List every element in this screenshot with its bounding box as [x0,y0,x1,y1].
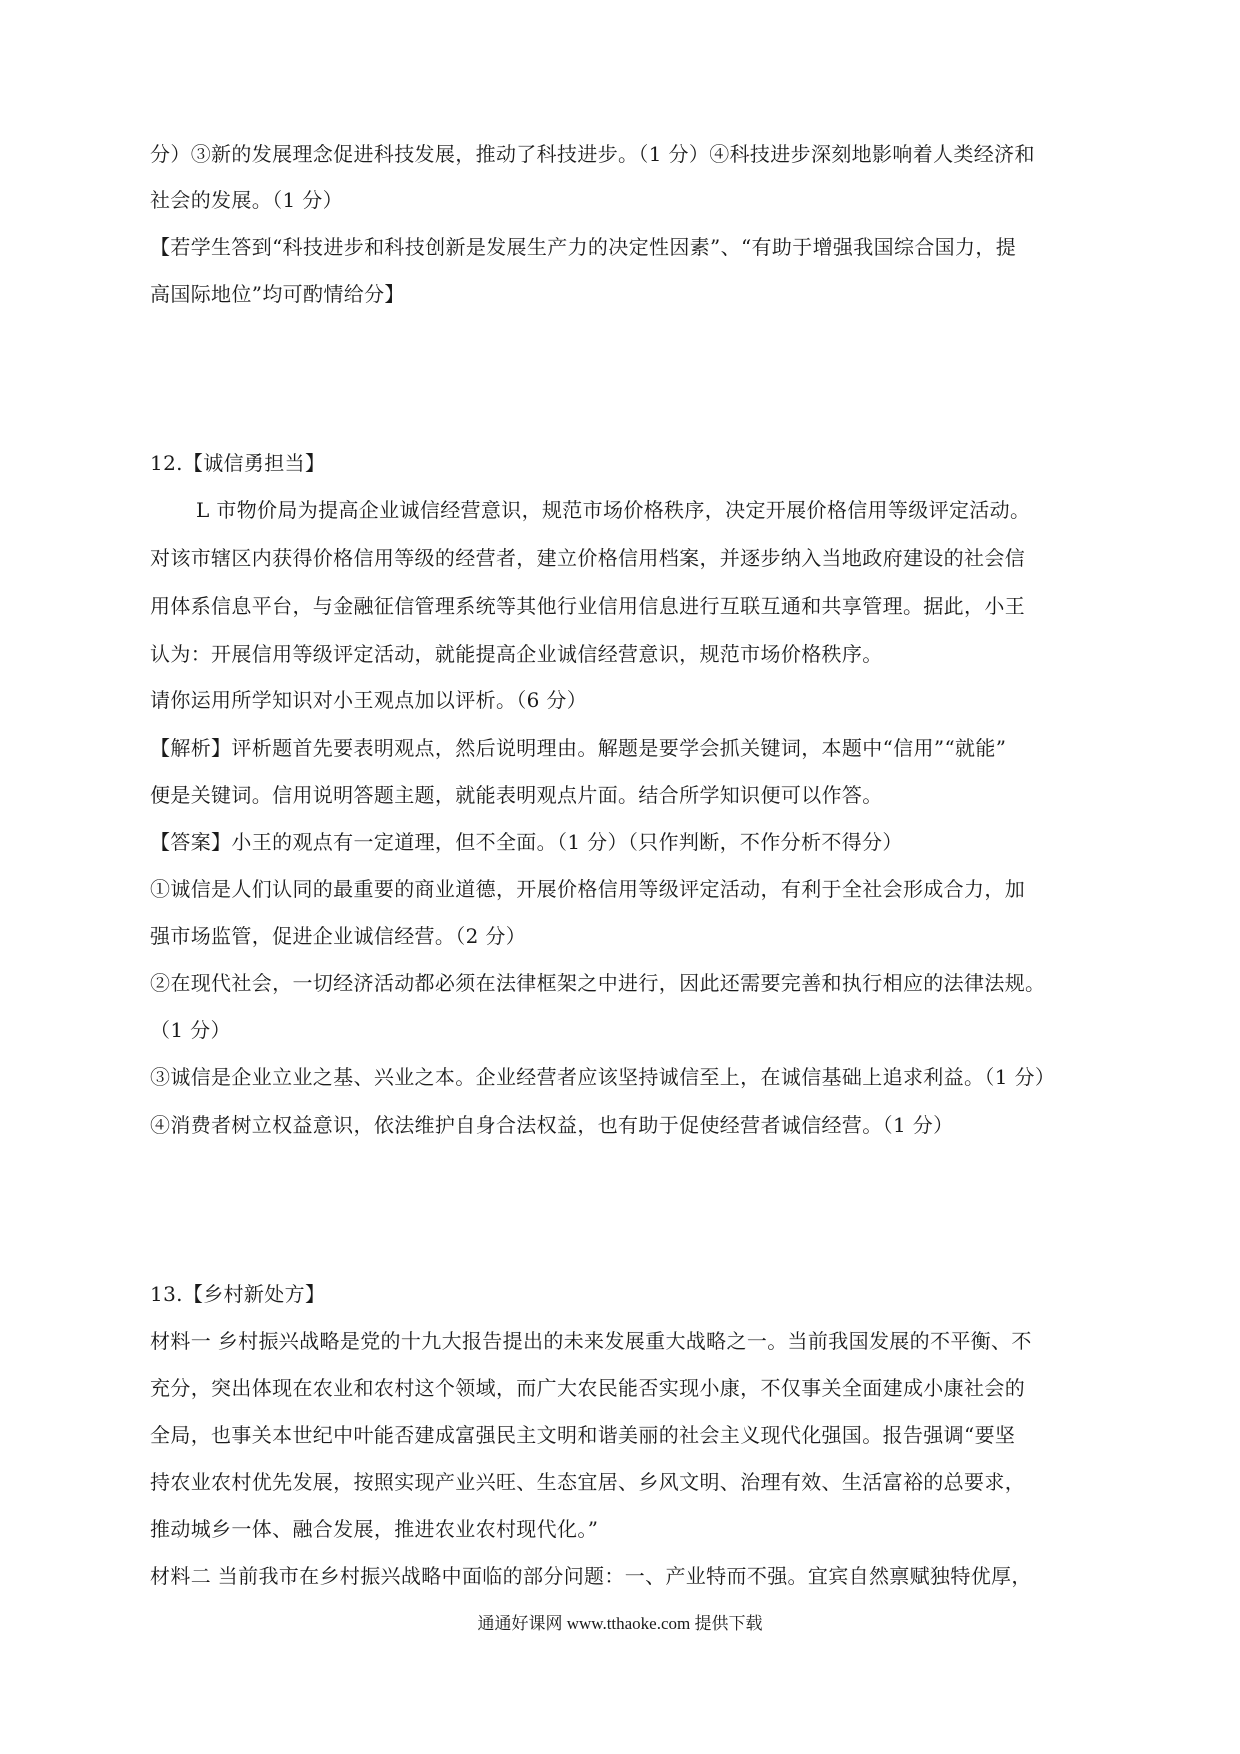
text-line: 【答案】小王的观点有一定道理，但不全面。（1 分）（只作判断，不作分析不得分） [150,830,903,854]
text-line: 分）③新的发展理念促进科技发展，推动了科技进步。（1 分）④科技进步深刻地影响着人类经济和 [150,142,1035,166]
text-line: ④消费者树立权益意识，依法维护自身合法权益，也有助于促使经营者诚信经营。（1 分） [150,1113,954,1137]
text-line: 用体系信息平台，与金融征信管理系统等其他行业信用信息进行互联互通和共享管理。据此，小王 [150,594,1026,618]
text-line: 对该市辖区内获得价格信用等级的经营者，建立价格信用档案，并逐步纳入当地政府建设的社会信 [150,546,1026,570]
text-line: 高国际地位”均可酌情给分】 [150,282,405,306]
text-line: 社会的发展。（1 分） [150,188,343,212]
question-heading: 12.【诚信勇担当】 [150,451,326,475]
text-line: 全局，也事关本世纪中叶能否建成富强民主文明和谐美丽的社会主义现代化强国。报告强调“要坚 [150,1423,1016,1447]
text-line: 材料二 当前我市在乡村振兴战略中面临的部分问题：一、产业特而不强。宜宾自然禀赋独特优厚， [150,1564,1032,1588]
page-footer: 通通好课网 www.tthaoke.com 提供下载 [477,1614,763,1633]
question-heading: 13.【乡村新处方】 [150,1282,326,1306]
text-line: 充分，突出体现在农业和农村这个领域，而广大农民能否实现小康，不仅事关全面建成小康社会的 [150,1376,1026,1400]
text-line: ③诚信是企业立业之基、兴业之本。企业经营者应该坚持诚信至上，在诚信基础上追求利益。（1 分） [150,1065,1056,1089]
text-line: L 市物价局为提高企业诚信经营意识，规范市场价格秩序，决定开展价格信用等级评定活动。 [196,498,1031,522]
text-line: ②在现代社会，一切经济活动都必须在法律框架之中进行，因此还需要完善和执行相应的法律法规。 [150,971,1046,995]
text-line: 认为：开展信用等级评定活动，就能提高企业诚信经营意识，规范市场价格秩序。 [150,642,883,666]
text-line: 强市场监管，促进企业诚信经营。（2 分） [150,924,527,948]
text-line: （1 分） [150,1018,231,1042]
text-line: 请你运用所学知识对小王观点加以评析。（6 分） [150,688,588,712]
text-line: 持农业农村优先发展，按照实现产业兴旺、生态宜居、乡风文明、治理有效、生活富裕的总要求， [150,1470,1026,1494]
text-line: 【若学生答到“科技进步和科技创新是发展生产力的决定性因素”、“有助于增强我国综合国力，提 [150,235,1017,259]
text-line: 推动城乡一体、融合发展，推进农业农村现代化。” [150,1517,599,1541]
text-line: ①诚信是人们认同的最重要的商业道德，开展价格信用等级评定活动，有利于全社会形成合力，加 [150,877,1026,901]
text-line: 材料一 乡村振兴战略是党的十九大报告提出的未来发展重大战略之一。当前我国发展的不平衡、不 [150,1329,1032,1353]
text-line: 【解析】评析题首先要表明观点，然后说明理由。解题是要学会抓关键词，本题中“信用”“就能” [150,736,1007,760]
text-line: 便是关键词。信用说明答题主题，就能表明观点片面。结合所学知识便可以作答。 [150,783,883,807]
